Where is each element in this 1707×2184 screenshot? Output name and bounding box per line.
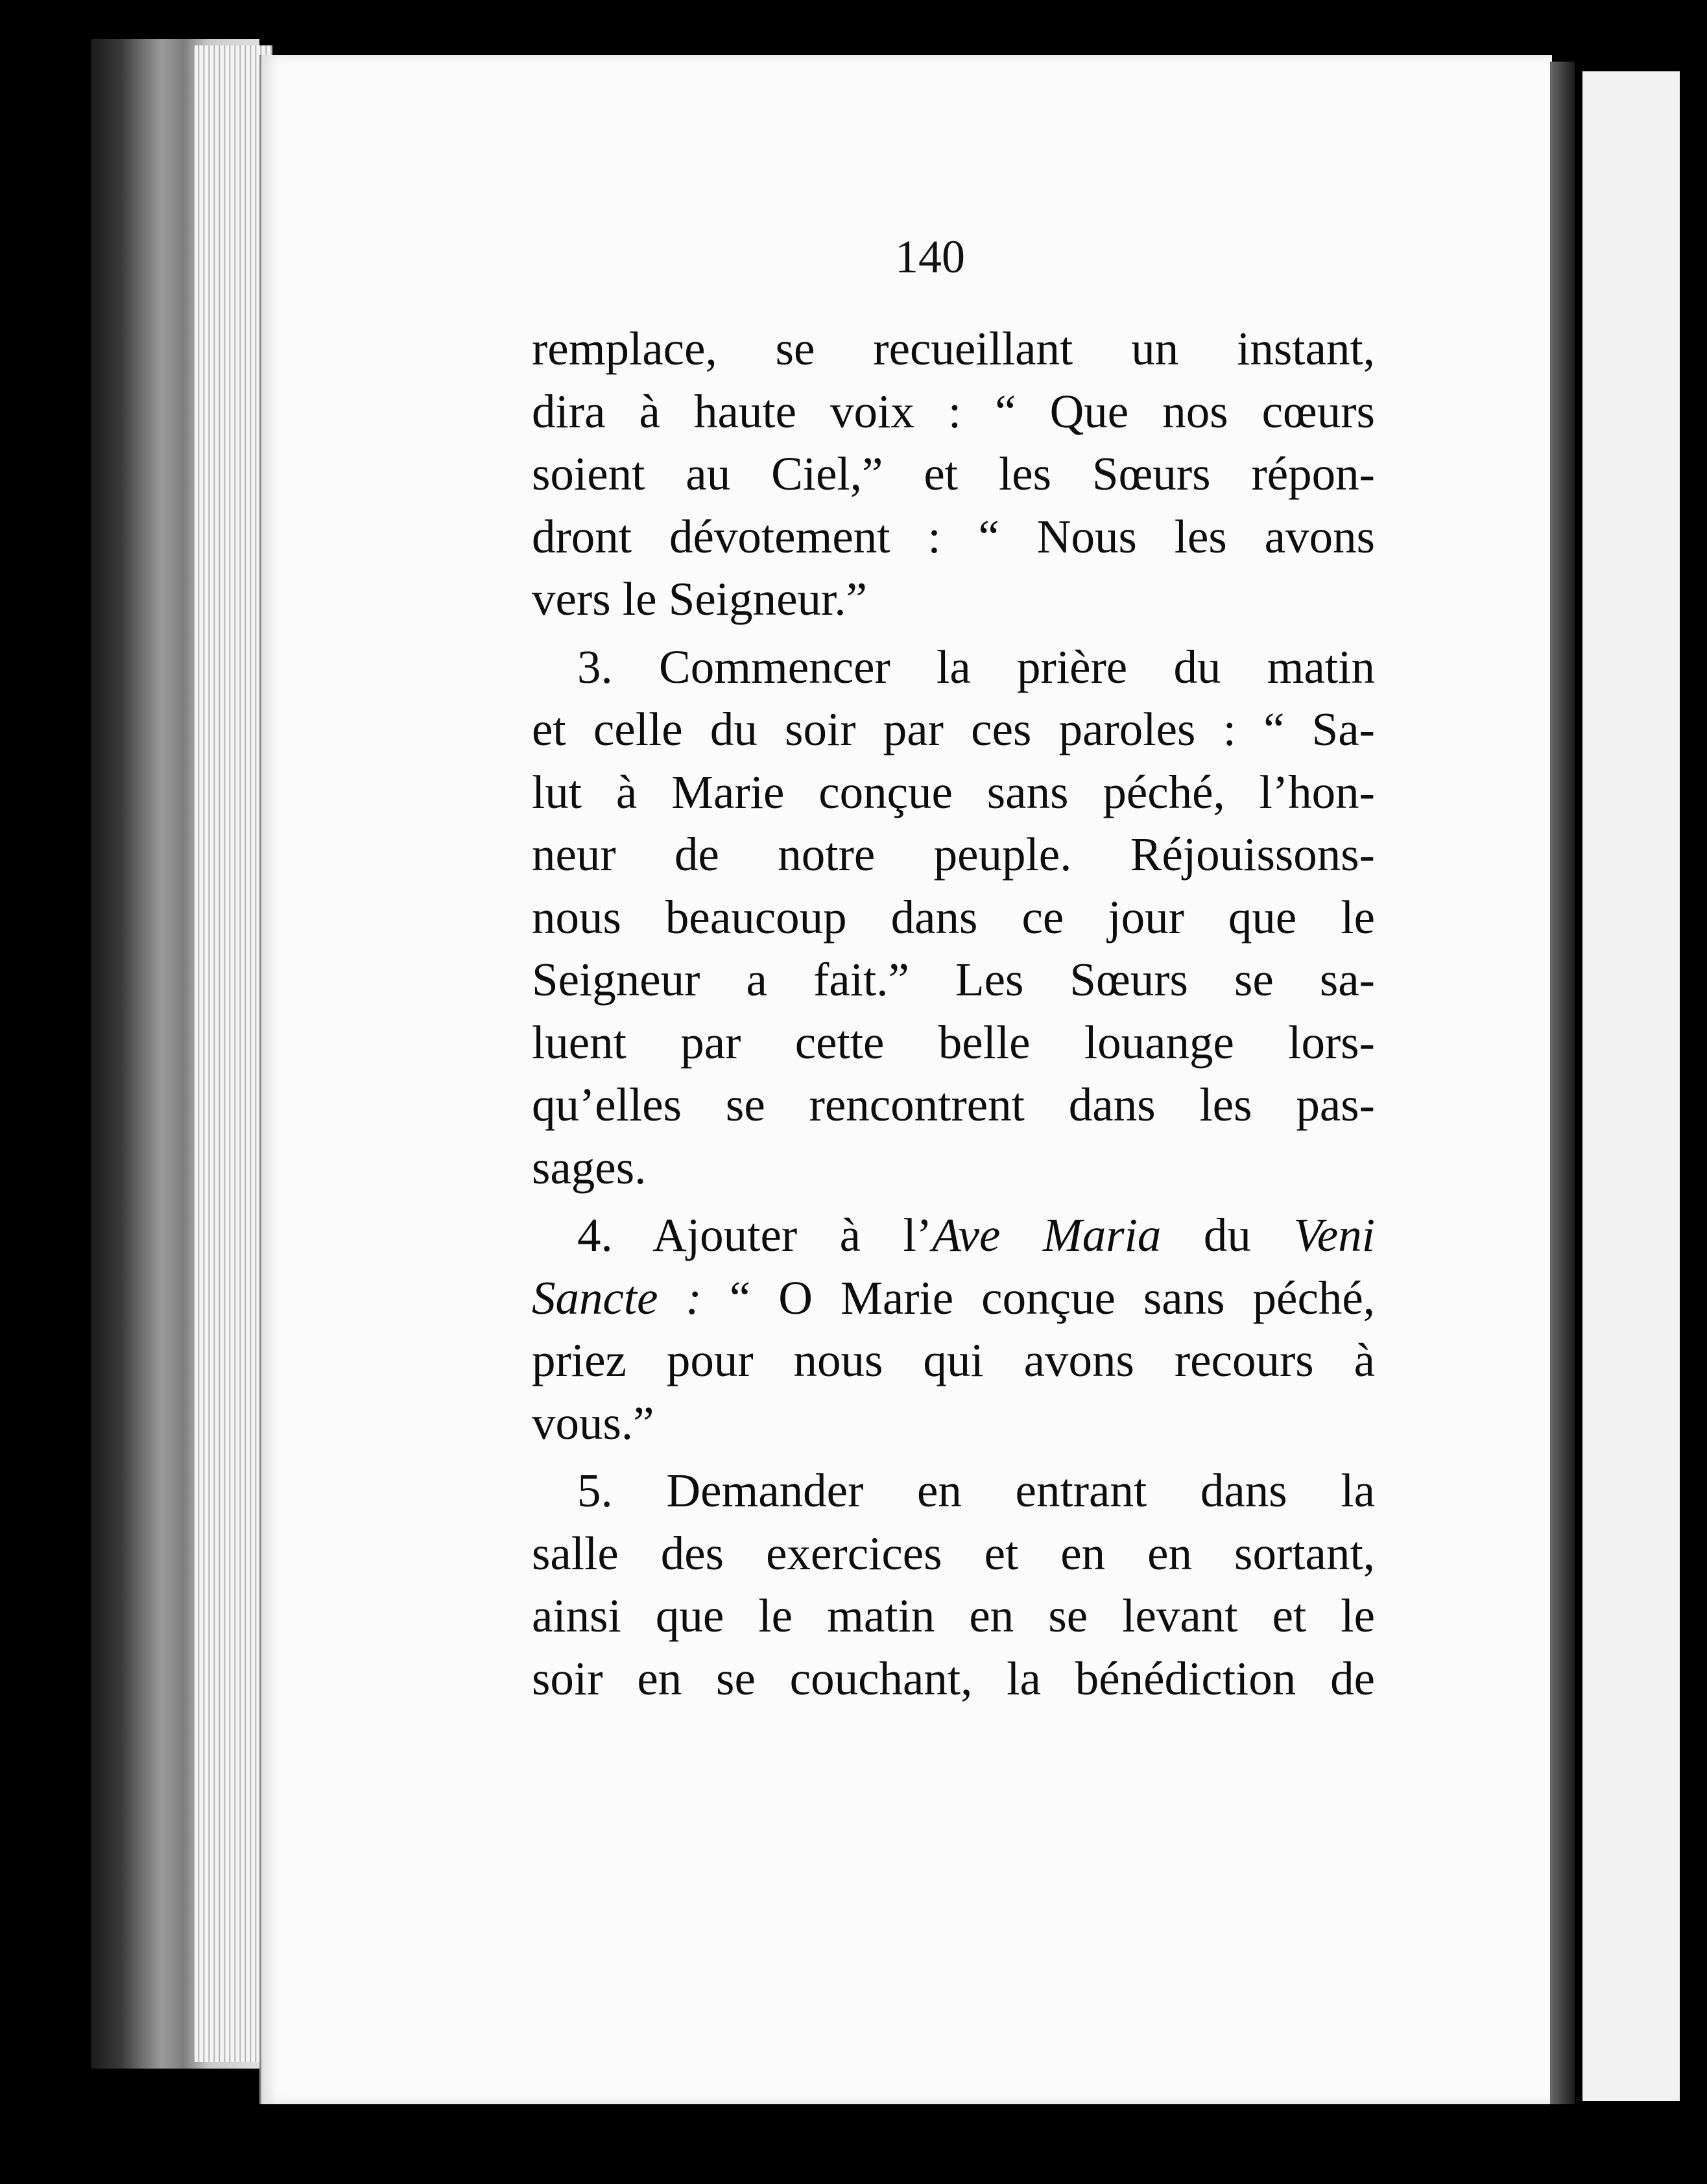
text-line: neur de notre peuple. Réjouissons- [532, 828, 1375, 881]
text-segment: “ O Marie conçue sans péché, [701, 1271, 1375, 1324]
text-line: luent par cette belle louange lors- [532, 1015, 1375, 1069]
text-line: vers le Seigneur.” [532, 573, 867, 625]
italic-text: Sancte : [532, 1271, 702, 1324]
text-line: qu’elles se rencontrent dans les pas- [532, 1078, 1375, 1131]
italic-text: Ave Maria [932, 1209, 1162, 1261]
text-line: dira à haute voix : “ Que nos cœurs [532, 385, 1375, 438]
text-line-item-3: 3. Commencer la prière du matin [577, 640, 1375, 693]
text-line: sages. [532, 1141, 647, 1194]
page-number: 140 [895, 231, 965, 283]
text-line [532, 1267, 1375, 1330]
text-line: remplace, se recueillant un instant, [532, 322, 1375, 375]
text-line-item-5: 5. Demander en entrant dans la [577, 1464, 1375, 1517]
text-line: Seigneur a fait.” Les Sœurs se sa- [532, 953, 1375, 1006]
text-line: soient au Ciel,” et les Sœurs répon- [532, 447, 1375, 500]
text-segment: 4. Ajouter à l’ [577, 1209, 933, 1261]
text-line: soir en se couchant, la bénédiction de [532, 1652, 1375, 1705]
text-line: vous.” [532, 1396, 654, 1449]
text-line-item-4 [532, 1204, 1375, 1267]
page-gutter-shadow [1550, 62, 1575, 2104]
text-line: lut à Marie conçue sans péché, l’hon- [532, 765, 1375, 818]
text-segment: du [1161, 1209, 1294, 1261]
facing-page-edge [1582, 71, 1680, 2101]
text-line: nous beaucoup dans ce jour que le [532, 890, 1375, 944]
text-line: dront dévotement : “ Nous les avons [532, 510, 1375, 563]
text-line: salle des exercices et en en sortant, [532, 1526, 1375, 1580]
italic-text: Veni [1293, 1209, 1375, 1261]
page-body-text [532, 318, 1375, 1710]
text-line: priez pour nous qui avons recours à [532, 1334, 1375, 1386]
text-line: et celle du soir par ces paroles : “ Sa- [532, 703, 1375, 755]
text-line: ainsi que le matin en se levant et le [532, 1589, 1375, 1642]
